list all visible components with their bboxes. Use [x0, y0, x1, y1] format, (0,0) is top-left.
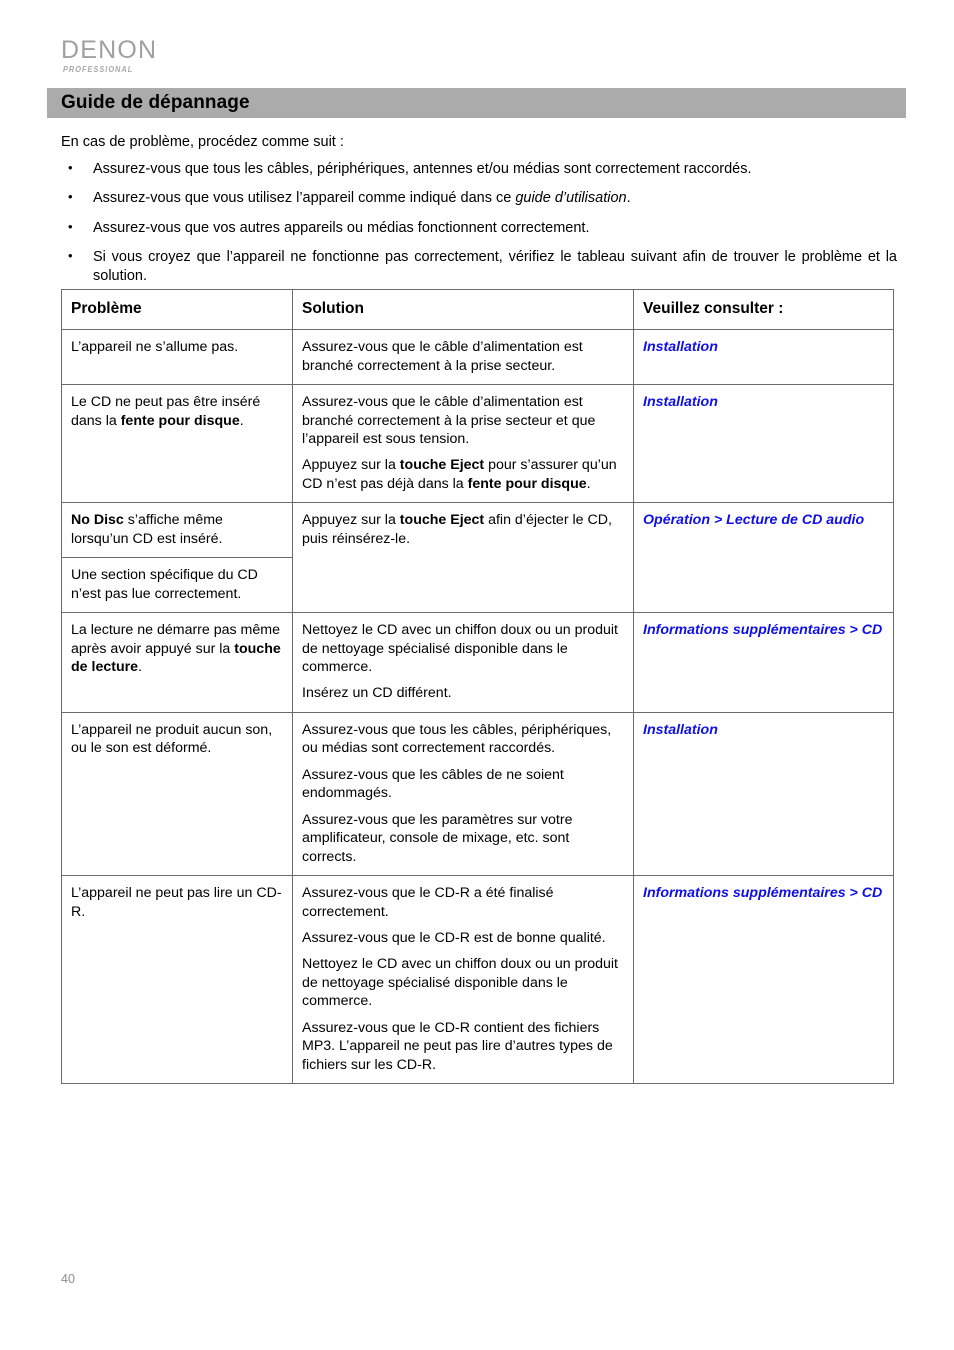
- paragraph: [302, 955, 624, 1010]
- reference-link[interactable]: Installation: [643, 721, 718, 738]
- cell-reference: [634, 876, 894, 1084]
- reference-link[interactable]: Installation: [643, 339, 718, 356]
- brand-tagline: PROFESSIONAL: [63, 65, 134, 74]
- text-run: .: [239, 412, 244, 429]
- text-run: Assurez-vous que le câble d’alimentation est branché correctement à la prise secteur.: [302, 339, 583, 374]
- table-head: [62, 290, 894, 330]
- paragraph: [71, 566, 283, 603]
- text-run: Assurez-vous que le CD-R est de bonne qualité.: [302, 930, 606, 947]
- table-row: [62, 385, 894, 503]
- cell-probleme: [62, 613, 293, 713]
- emphasis-bold: No Disc: [71, 512, 124, 529]
- checklist-item: [61, 219, 897, 238]
- table-row: [62, 712, 894, 875]
- reference-link[interactable]: Installation: [643, 394, 718, 411]
- brand-name: DENON: [61, 36, 158, 64]
- paragraph: [71, 511, 283, 548]
- emphasis-italic: guide d’utilisation: [515, 190, 627, 207]
- troubleshooting-table: [61, 289, 894, 1084]
- table-row: [62, 613, 894, 713]
- text-run: pour s’assurer qu’un CD n’est pas déjà dans la: [302, 457, 617, 492]
- reference-link[interactable]: Informations supplémentaires > CD: [643, 622, 883, 639]
- table-row: [62, 876, 894, 1084]
- text-run: Insérez un CD différent.: [302, 685, 452, 702]
- emphasis-bold: touche Eject: [399, 457, 485, 474]
- checklist-item: [61, 248, 897, 287]
- troubleshooting-table-wrapper: [61, 289, 893, 1084]
- cell-solution: [293, 876, 634, 1084]
- paragraph: [71, 621, 283, 676]
- text-run: Assurez-vous que le CD-R a été finalisé correctement.: [302, 885, 554, 920]
- checklist: [61, 160, 897, 286]
- text-run: .: [138, 659, 142, 676]
- text-run: Assurez-vous que tous les câbles, périphériques, antennes et/ou médias sont correctement raccordés.: [93, 161, 752, 178]
- text-run: Assurez-vous que le CD-R contient des fichiers MP3. L’appareil ne peut pas lire d’autres types de fichiers sur les CD-R.: [302, 1019, 613, 1073]
- text-run: afin d’éjecter le CD, puis réinsérez-le.: [302, 512, 612, 547]
- page-number: 40: [61, 1272, 75, 1286]
- text-run: Assurez-vous que vous utilisez l’appareil comme indiqué dans ce: [93, 190, 516, 207]
- emphasis-bold: touche Eject: [399, 512, 485, 529]
- checklist-item: [61, 189, 897, 208]
- text-run: Une section spécifique du CD n’est pas lue correctement.: [71, 567, 258, 602]
- cell-reference: [634, 613, 894, 713]
- table-row: [62, 330, 894, 385]
- text-run: s’affiche même lorsqu’un CD est inséré.: [71, 512, 223, 547]
- cell-reference: [634, 385, 894, 503]
- text-run: L’appareil ne produit aucun son, ou le son est déformé.: [71, 721, 273, 757]
- denon-logo: [61, 38, 281, 74]
- page-title: Guide de dépannage: [61, 92, 250, 113]
- table-body: [62, 330, 894, 1084]
- paragraph: [71, 721, 283, 758]
- emphasis-bold: touche de lecture: [71, 640, 281, 676]
- column-header-veuillez-consulter: Veuillez consulter :: [634, 290, 894, 330]
- emphasis-bold: fente pour disque: [120, 412, 240, 429]
- cell-probleme: [62, 385, 293, 503]
- table-row: [62, 503, 894, 558]
- text-run: Nettoyez le CD avec un chiffon doux ou un produit de nettoyage spécialisé disponible dans le commerce.: [302, 622, 618, 676]
- cell-solution: [293, 330, 634, 385]
- section-title-banner: [47, 88, 906, 118]
- paragraph: [302, 684, 624, 702]
- cell-probleme: [62, 712, 293, 875]
- text-run: La lecture ne démarre pas même après avoir appuyé sur la: [71, 622, 280, 657]
- paragraph: [302, 456, 624, 493]
- text-run: Si vous croyez que l’appareil ne fonctionne pas correctement, vérifiez le tableau suivant afin de trouver le problème et la solution.: [93, 248, 897, 285]
- cell-reference: [634, 330, 894, 385]
- cell-probleme: [62, 558, 293, 613]
- table-header-row: [62, 290, 894, 330]
- text-run: Assurez-vous que les câbles de ne soient endommagés.: [302, 766, 564, 802]
- paragraph: [71, 393, 283, 430]
- text-run: Assurez-vous que le câble d’alimentation est branché correctement à la prise secteur et que l’appareil est sous tension.: [302, 394, 596, 447]
- text-run: L’appareil ne s’allume pas.: [71, 339, 239, 356]
- cell-solution: [293, 385, 634, 503]
- reference-link[interactable]: Informations supplémentaires > CD: [643, 885, 883, 902]
- text-run: .: [626, 190, 631, 207]
- emphasis-bold: fente pour disque: [467, 475, 587, 492]
- text-run: Appuyez sur la: [302, 512, 400, 529]
- cell-probleme: [62, 876, 293, 1084]
- cell-reference: [634, 503, 894, 613]
- paragraph: [302, 766, 624, 803]
- text-run: L’appareil ne peut pas lire un CD-R.: [71, 885, 282, 920]
- cell-probleme: [62, 330, 293, 385]
- paragraph: [71, 338, 283, 356]
- paragraph: [302, 621, 624, 676]
- cell-solution: [293, 613, 634, 713]
- checklist-item: [61, 160, 897, 179]
- column-header-probleme: Problème: [62, 290, 293, 330]
- text-run: Assurez-vous que les paramètres sur votre amplificateur, console de mixage, etc. sont corrects.: [302, 811, 573, 865]
- text-run: Assurez-vous que vos autres appareils ou médias fonctionnent correctement.: [93, 219, 590, 236]
- paragraph: [302, 929, 624, 947]
- text-run: .: [586, 475, 591, 492]
- paragraph: [302, 811, 624, 866]
- paragraph: [302, 338, 624, 375]
- text-run: Appuyez sur la: [302, 457, 400, 474]
- reference-link[interactable]: Opération > Lecture de CD audio: [643, 512, 865, 529]
- cell-solution: [293, 712, 634, 875]
- paragraph: [302, 1019, 624, 1074]
- paragraph: [71, 884, 283, 921]
- cell-probleme: [62, 503, 293, 558]
- text-run: Assurez-vous que tous les câbles, périphériques, ou médias sont correctement raccordés.: [302, 721, 612, 757]
- intro-lead-text: En cas de problème, procédez comme suit :: [61, 134, 344, 150]
- paragraph: [302, 511, 624, 548]
- paragraph: [302, 393, 624, 448]
- cell-solution: [293, 503, 634, 613]
- paragraph: [302, 884, 624, 921]
- column-header-solution: Solution: [293, 290, 634, 330]
- cell-reference: [634, 712, 894, 875]
- text-run: Le CD ne peut pas être inséré dans la: [71, 394, 261, 429]
- text-run: Nettoyez le CD avec un chiffon doux ou un produit de nettoyage spécialisé disponible dans le commerce.: [302, 956, 618, 1010]
- intro-block: [61, 133, 897, 287]
- paragraph: [302, 721, 624, 758]
